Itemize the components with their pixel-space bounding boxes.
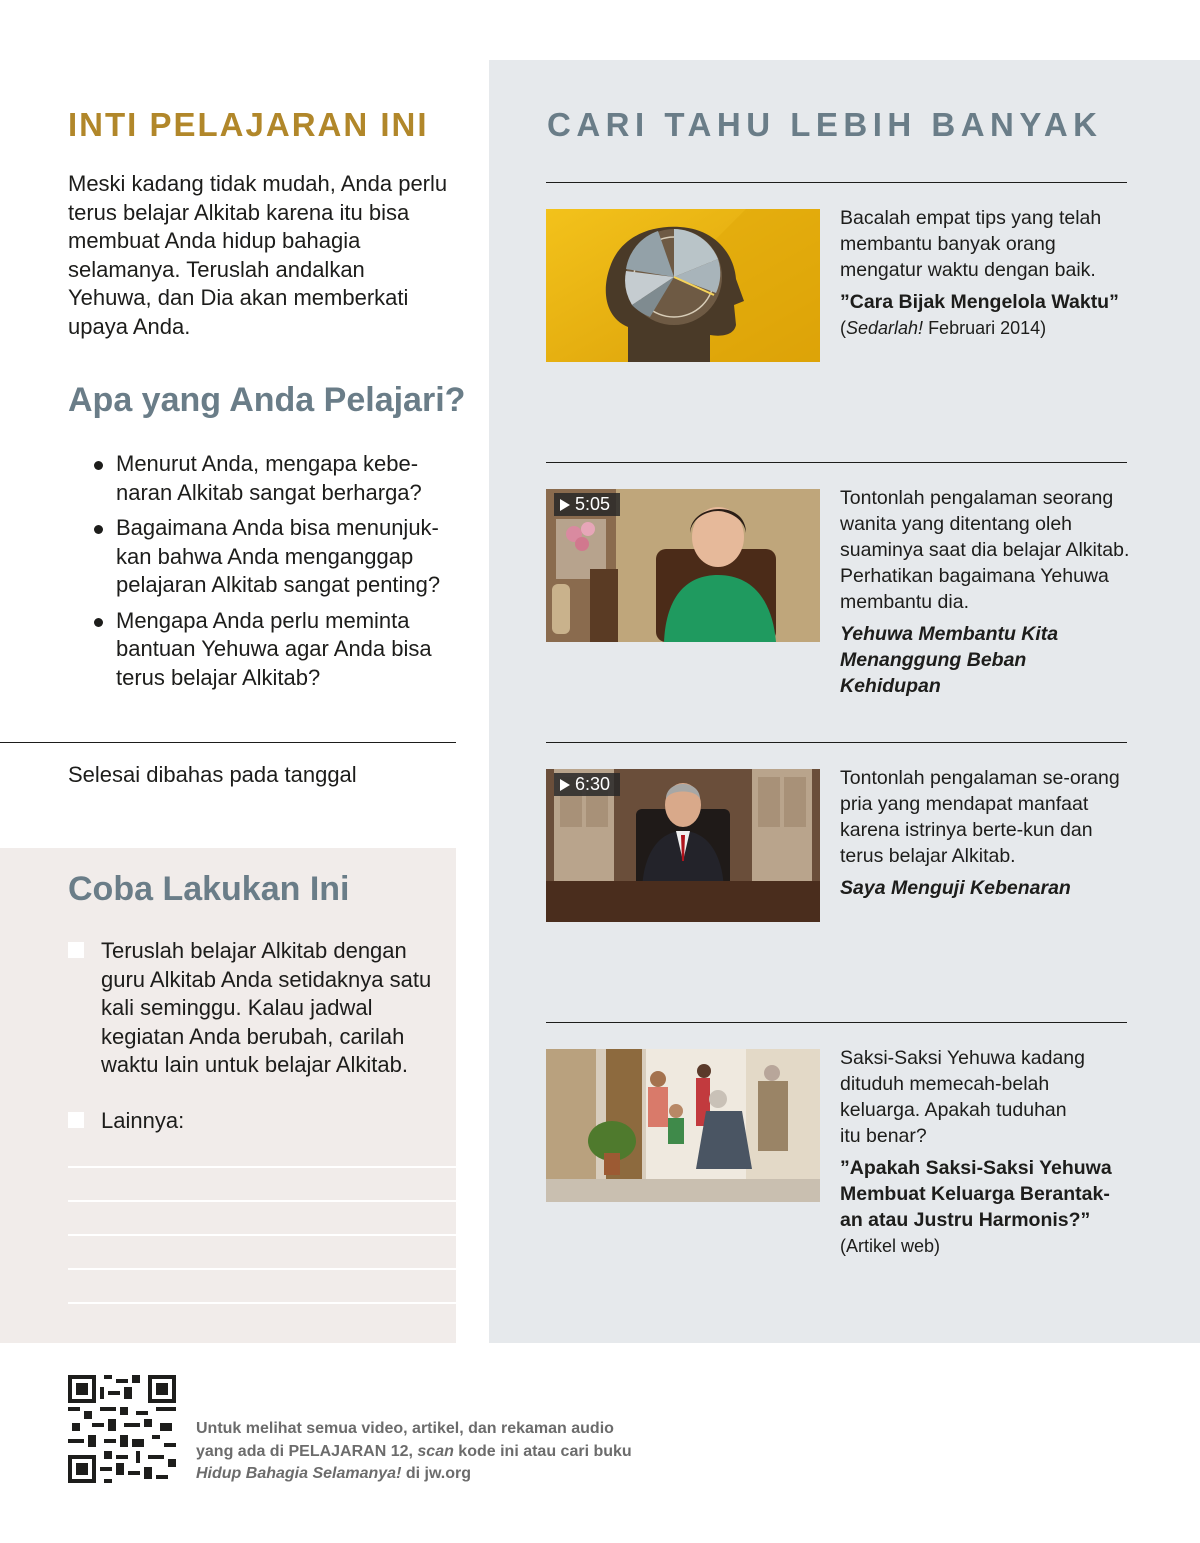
- family-article-image[interactable]: [546, 1049, 820, 1202]
- video-duration-badge: 5:05: [554, 493, 620, 516]
- bullet-icon: [94, 461, 103, 470]
- qr-code-icon[interactable]: [68, 1375, 176, 1483]
- video-thumbnail-man[interactable]: [546, 769, 820, 922]
- resource-item-3: [840, 765, 1130, 901]
- task-item[interactable]: Teruslah belajar Alkitab dengan guru Alkitab Anda setidaknya satu kali seminggu. Kalau jadwal kegiatan Anda berubah, carilah waktu lain untuk belajar Alkitab.: [68, 937, 438, 1080]
- write-in-line[interactable]: [68, 1234, 456, 1236]
- summary-text: Meski kadang tidak mudah, Anda perlu terus belajar Alkitab karena itu bisa membuat Anda hidup bahagia selamanya. Teruslah andalkan Yehuwa, dan Dia akan memberkati upaya Anda.: [68, 171, 448, 339]
- resource-source: (Sedarlah! Februari 2014): [840, 318, 1047, 338]
- resource-item-4: [840, 1045, 1130, 1259]
- bullet-icon: [94, 618, 103, 627]
- time-management-image[interactable]: [546, 209, 820, 362]
- divider: [546, 1022, 1127, 1023]
- video-thumbnail-woman[interactable]: [546, 489, 820, 642]
- resource-title[interactable]: Saya Menguji Kebenaran: [840, 877, 1071, 899]
- resource-item-1: [840, 205, 1130, 341]
- resource-source: (Artikel web): [840, 1236, 941, 1256]
- main-points-heading: INTI PELAJARAN INI: [68, 106, 429, 143]
- resource-description: Tontonlah pengalaman se-orang pria yang mendapat manfaat karena istrinya berte-kun dan terus belajar Alkitab.: [840, 767, 1120, 867]
- resource-description: Bacalah empat tips yang telah membantu banyak orang mengatur waktu dengan baik.: [840, 207, 1102, 281]
- divider: [0, 742, 456, 743]
- resource-description: Tontonlah pengalaman seorang wanita yang ditentang oleh suaminya saat dia belajar Alkitab. Perhatikan bagaimana Yehuwa membantu dia.: [840, 487, 1130, 613]
- resource-title[interactable]: ”Apakah Saksi-Saksi Yehuwa Membuat Keluarga Berantak-an atau Justru Harmonis?”: [840, 1157, 1112, 1231]
- divider: [546, 462, 1127, 463]
- footer-note: Untuk melihat semua video, artikel, dan rekaman audio yang ada di PELAJARAN 12, scan kode ini atau cari buku Hidup Bahagia Selamanya! di jw.org: [196, 1420, 632, 1482]
- try-this-heading: Coba Lakukan Ini: [68, 870, 350, 908]
- write-in-line[interactable]: [68, 1200, 456, 1202]
- review-question: Mengapa Anda perlu meminta bantuan Yehuwa agar Anda bisa terus belajar Alkitab?: [92, 607, 452, 693]
- resource-item-2: [840, 485, 1130, 699]
- review-question: Bagaimana Anda bisa menunjuk-kan bahwa Anda menganggap pelajaran Alkitab sangat penting?: [92, 514, 452, 600]
- resource-title[interactable]: ”Cara Bijak Mengelola Waktu”: [840, 291, 1119, 313]
- review-heading: Apa yang Anda Pelajari?: [68, 381, 466, 419]
- divider: [546, 742, 1127, 743]
- review-question-list: [92, 450, 452, 699]
- checkbox-icon[interactable]: [68, 942, 84, 958]
- resource-description: Saksi-Saksi Yehuwa kadang dituduh memecah-belah keluarga. Apakah tuduhan itu benar?: [840, 1047, 1085, 1147]
- review-question: Menurut Anda, mengapa kebe-naran Alkitab sangat berharga?: [92, 450, 452, 507]
- play-icon: [560, 499, 570, 511]
- video-duration-badge: 6:30: [554, 773, 620, 796]
- completed-date-label: Selesai dibahas pada tanggal: [68, 762, 357, 787]
- play-icon: [560, 779, 570, 791]
- bullet-icon: [94, 525, 103, 534]
- write-in-line[interactable]: [68, 1302, 456, 1304]
- learn-more-heading: CARI TAHU LEBIH BANYAK: [547, 106, 1103, 143]
- resource-title[interactable]: Yehuwa Membantu Kita Menanggung Beban Kehidupan: [840, 623, 1059, 697]
- checkbox-icon[interactable]: [68, 1112, 84, 1128]
- write-in-line[interactable]: [68, 1268, 456, 1270]
- task-item-other[interactable]: Lainnya:: [68, 1107, 438, 1136]
- divider: [546, 182, 1127, 183]
- write-in-line[interactable]: [68, 1166, 456, 1168]
